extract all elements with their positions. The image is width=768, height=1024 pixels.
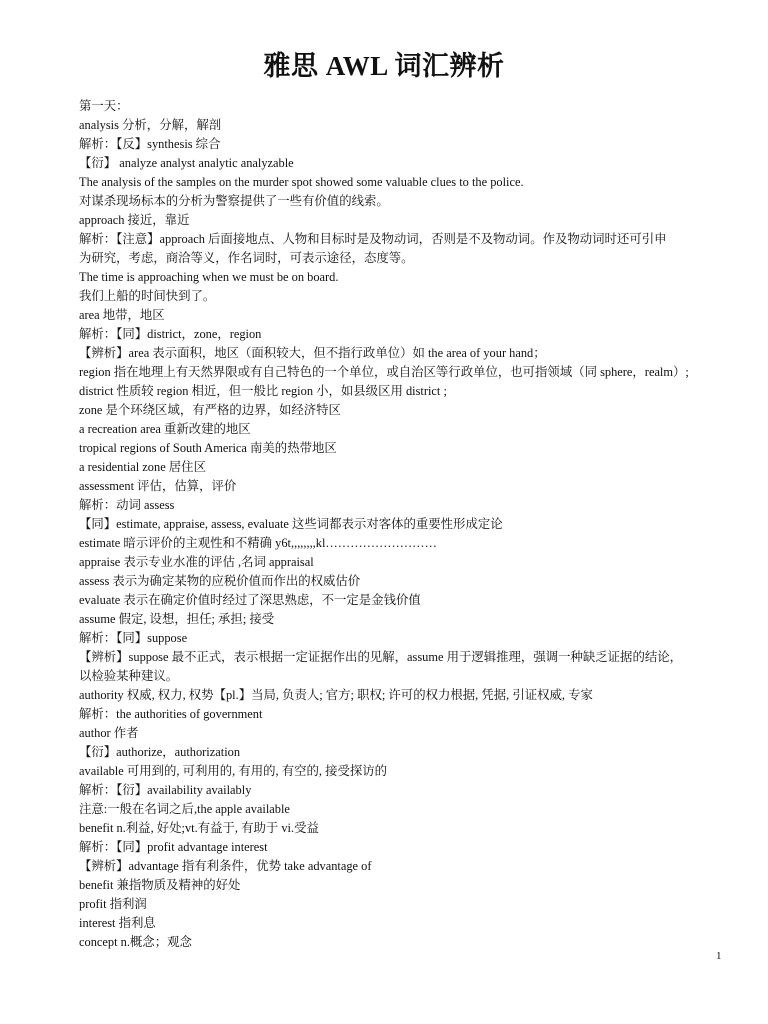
text-line: a residential zone 居住区 xyxy=(79,460,206,474)
text-line: assess 表示为确定某物的应税价值而作出的权威估价 xyxy=(79,574,361,588)
text-line: area 地带，地区 xyxy=(79,308,165,322)
text-line: a recreation area 重新改建的地区 xyxy=(79,422,251,436)
text-line: 解析：the authorities of government xyxy=(79,707,263,721)
text-line: 解析：【同】district，zone，region xyxy=(79,327,262,341)
text-line: 【辨析】advantage 指有利条件，优势 take advantage of xyxy=(79,859,372,873)
text-line: interest 指利息 xyxy=(79,916,156,930)
text-line: assume 假定, 设想，担任; 承担; 接受 xyxy=(79,612,275,626)
text-line: author 作者 xyxy=(79,726,139,740)
text-line: 对谋杀现场标本的分析为警察提供了一些有价值的线索。 xyxy=(79,194,389,208)
text-line: approach 接近，靠近 xyxy=(79,213,190,227)
text-line: concept n.概念；观念 xyxy=(79,935,192,949)
text-line: 解析：【反】synthesis 综合 xyxy=(79,137,221,151)
text-line: tropical regions of South America 南美的热带地区 xyxy=(79,441,337,455)
text-line: 【辨析】area 表示面积，地区（面积较大，但不指行政单位）如 the area of your hand； xyxy=(79,346,546,360)
page-number: 1 xyxy=(716,950,722,962)
text-line: analysis 分析，分解，解剖 xyxy=(79,118,222,132)
text-line: assessment 评估，估算，评价 xyxy=(79,479,237,493)
text-line: 【同】estimate, appraise, assess, evaluate 这些词都表示对客体的重要性形成定论 xyxy=(79,517,503,531)
text-line: profit 指利润 xyxy=(79,897,147,911)
text-line: 【衍】authorize，authorization xyxy=(79,745,241,759)
text-line: benefit n.利益, 好处;vt.有益于, 有助于 vi.受益 xyxy=(79,821,319,835)
text-line: 解析：【同】profit advantage interest xyxy=(79,840,268,854)
text-line: 解析：【衍】availability availably xyxy=(79,783,252,797)
text-line: 为研究，考虑，商洽等义，作名词时，可表示途径，态度等。 xyxy=(79,251,414,265)
text-line: zone 是个环绕区域，有严格的边界，如经济特区 xyxy=(79,403,341,417)
text-line: region 指在地理上有天然界限或有自己特色的一个单位，或自治区等行政单位，也可指领域（同 sphere，realm）; xyxy=(79,365,689,379)
text-line: 我们上船的时间快到了。 xyxy=(79,289,216,303)
page-title: 雅思 AWL 词汇辨析 xyxy=(263,51,505,81)
text-line: authority 权威, 权力, 权势【pl.】当局, 负责人; 官方; 职权; 许可的权力根据, 凭据, 引证权威, 专家 xyxy=(79,688,593,702)
text-line: 解析：【同】suppose xyxy=(79,631,188,645)
text-line: evaluate 表示在确定价值时经过了深思熟虑，不一定是金钱价值 xyxy=(79,593,421,607)
body-text xyxy=(79,97,729,952)
text-line: 【辨析】suppose 最不正式，表示根据一定证据作出的见解，assume 用于逻辑推理，强调一种缺乏证据的结论， xyxy=(79,650,683,664)
text-line: The time is approaching when we must be on board. xyxy=(79,270,339,284)
text-line: benefit 兼指物质及精神的好处 xyxy=(79,878,241,892)
text-line: 解析：动词 assess xyxy=(79,498,175,512)
text-line: 第一天： xyxy=(79,99,129,113)
text-line: The analysis of the samples on the murder spot showed some valuable clues to the police. xyxy=(79,175,524,189)
text-line: available 可用到的, 可利用的, 有用的, 有空的, 接受探访的 xyxy=(79,764,388,778)
text-line: 解析：【注意】approach 后面接地点、人物和目标时是及物动词，否则是不及物动词。作及物动词时还可引申 xyxy=(79,232,667,246)
text-line: 注意:一般在名词之后,the apple available xyxy=(79,802,290,816)
text-line: estimate 暗示评价的主观性和不精确 y6t,,,,,,,,kl……………………… xyxy=(79,536,437,550)
text-line: appraise 表示专业水准的评估 ,名词 appraisal xyxy=(79,555,314,569)
text-line: 以检验某种建议。 xyxy=(79,669,179,683)
text-line: 【衍】 analyze analyst analytic analyzable xyxy=(79,156,294,170)
text-line: district 性质较 region 相近，但一般比 region 小，如县级区用 district ; xyxy=(79,384,447,398)
